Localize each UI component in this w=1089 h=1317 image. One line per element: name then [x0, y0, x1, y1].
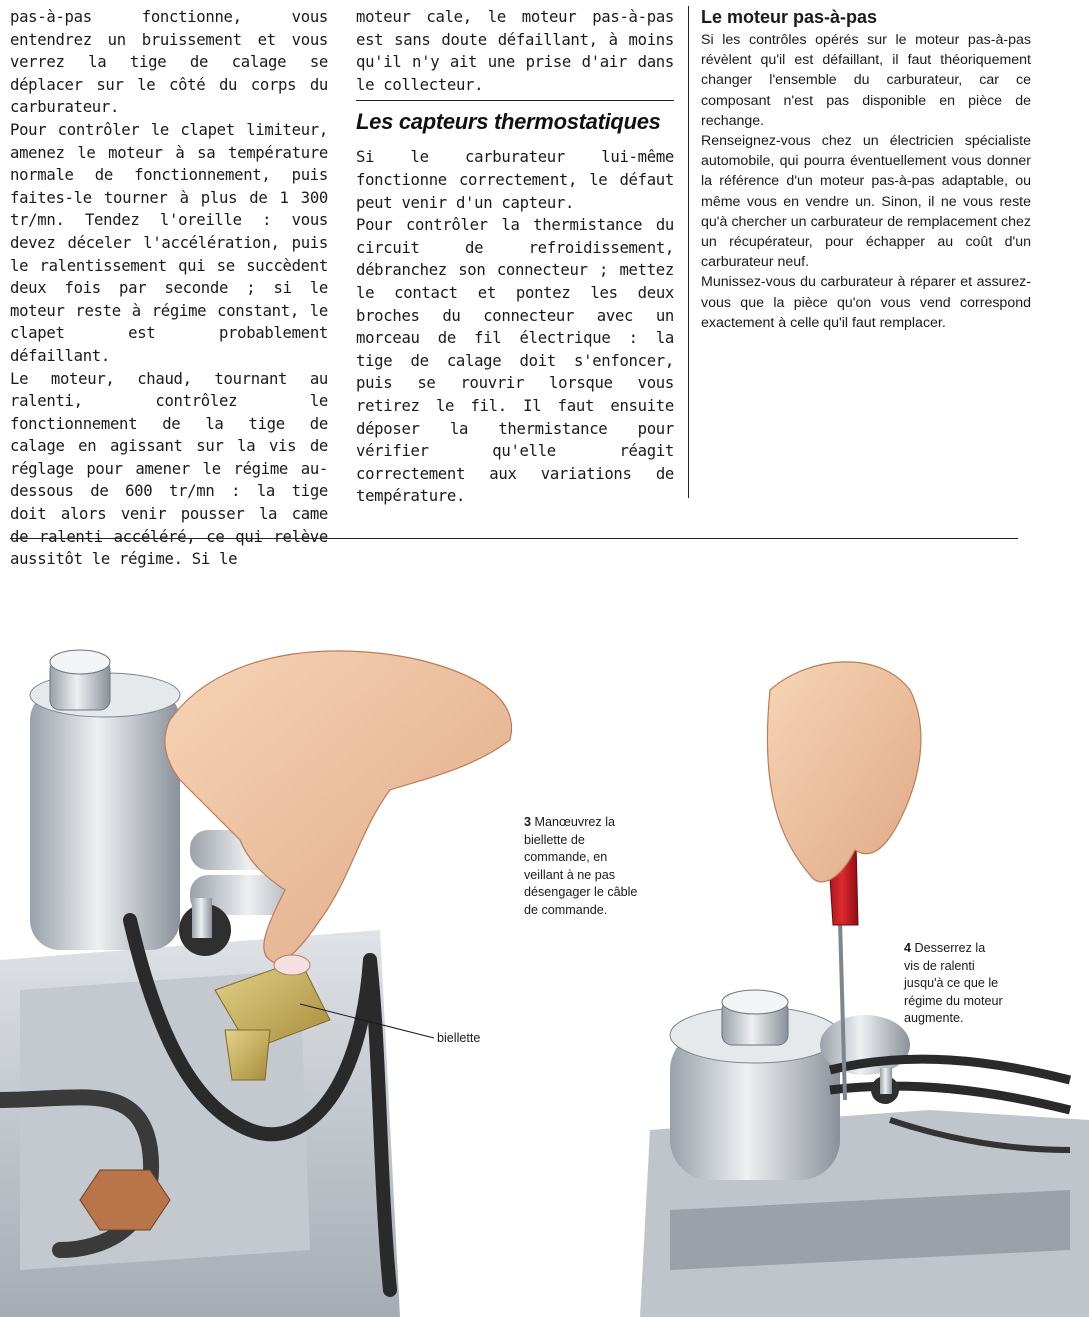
paragraph: Renseignez-vous chez un électricien spécialiste automobile, qui pourra éventuellement vous donner la référence d'un moteur pas-à-pas adaptable, ou même vous en vendre un. Sinon, il ne vous reste qu'à chercher un carburateur de remplacement chez un récupérateur, pour échapper au coût d'un carburateur neuf. [701, 133, 1031, 271]
paragraph: pas-à-pas fonctionne, vous entendrez un bruissement et vous verrez la tige de calage se déplacer sur le côté du corps du carburateur. [10, 8, 328, 117]
paragraph: Pour contrôler la thermistance du circuit de refroidissement, débranchez son connecteur ; mettez le contact et pontez les deux broches du connecteur avec un morceau de fil électrique : la tige de calage doit s'enfoncer, puis se rouvrir lorsque vous retirez le fil. Il faut ensuite déposer la thermistance pour vérifier qu'elle réagit correctement aux variations de température. [356, 216, 674, 506]
screwdriver-carburetor-illustration [630, 650, 1089, 1317]
text-column-2 [356, 6, 674, 508]
caption-number: 3 [524, 815, 532, 829]
text-column-1 [10, 6, 328, 571]
section-title: Les capteurs thermostatiques [356, 109, 661, 135]
continuation-block [356, 6, 674, 101]
paragraph: Pour contrôler le clapet limiteur, amenez le moteur à sa température normale de fonctionnement, puis faites-le tourner à plus de 1 300 tr/mn. Tendez l'oreille : vous devez déceler l'accélération, puis le ralentissement qui se succèdent deux fois par seconde ; si le moteur reste à régime constant, le clapet est probablement défaillant. [10, 120, 328, 365]
paragraph: Si le carburateur lui-même fonctionne correctement, le défaut peut venir d'un capteur. [356, 148, 674, 212]
caption-number: 4 [904, 941, 912, 955]
sidebar-box [688, 6, 1031, 498]
paragraph: Le moteur, chaud, tournant au ralenti, contrôlez le fonctionnement de la tige de calage en agissant sur la vis de réglage pour amener le régime au-dessous de 600 tr/mn : la tige doit alors venir pousser la came de ralenti accéléré, ce qui relève aussitôt le régime. Si le [10, 369, 328, 569]
caption-text: Desserrez la vis de ralenti jusqu'à ce que le régime du moteur augmente. [904, 941, 1003, 1025]
sidebar-title: Le moteur pas-à-pas [701, 7, 878, 27]
paragraph: moteur cale, le moteur pas-à-pas est sans doute défaillant, à moins qu'il n'y ait une prise d'air dans le collecteur. [356, 8, 674, 94]
horizontal-divider [10, 538, 1018, 539]
biellette-label: biellette [437, 1031, 481, 1045]
caption-step-3 [524, 814, 642, 919]
caption-text: Manœuvrez la biellette de commande, en veillant à ne pas désengager le câble de commande. [524, 815, 638, 917]
paragraph: Munissez-vous du carburateur à réparer et assurez-vous que la pièce qu'on vous vend correspond exactement à celle qu'il faut remplacer. [701, 274, 1031, 331]
biellette-leader-line [300, 1000, 440, 1050]
caption-step-4 [904, 940, 1004, 1028]
paragraph: Si les contrôles opérés sur le moteur pas-à-pas révèlent qu'il est défaillant, il faut théoriquement changer l'ensemble du carburateur, car ce composant n'est pas disponible en pièce de rechange. [701, 32, 1031, 129]
carburetor-hand-illustration [0, 630, 520, 1317]
